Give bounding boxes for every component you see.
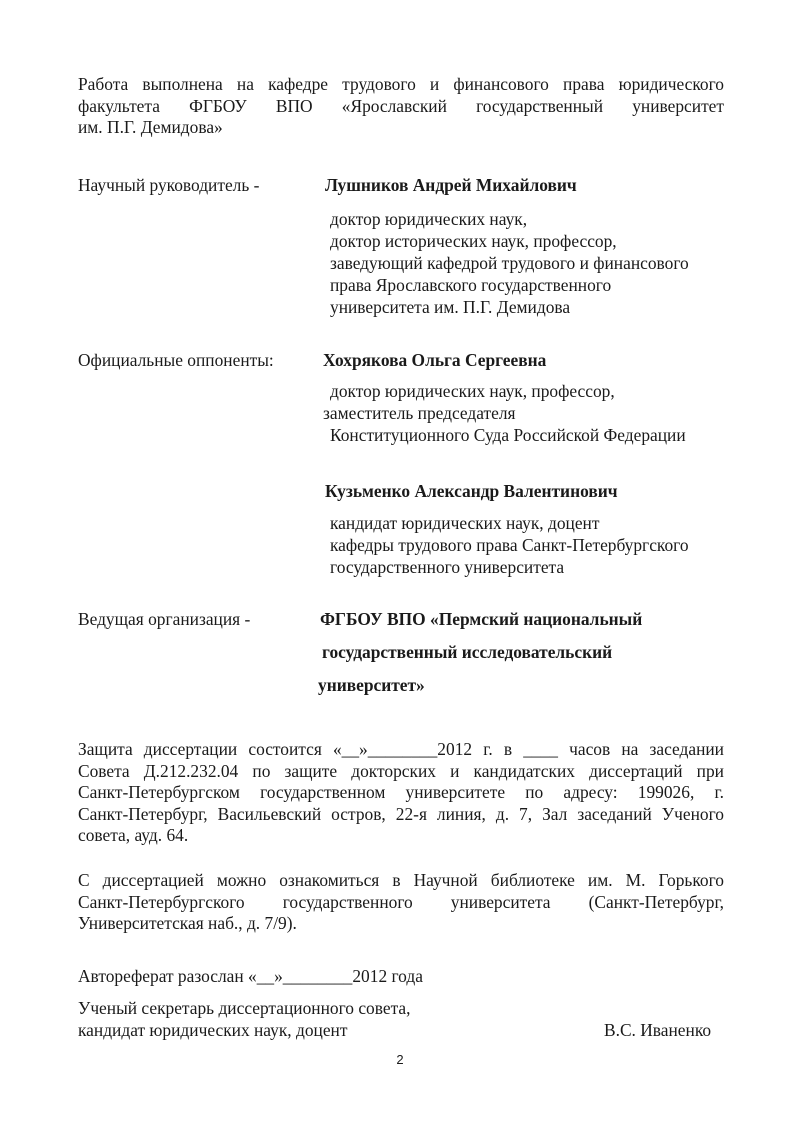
supervisor-detail-line: права Ярославского государственного <box>330 275 612 295</box>
defense-line: Санкт-Петербург, Васильевский остров, 22-я линия, д. 7, Зал заседаний Ученого <box>78 803 724 824</box>
supervisor-role: Научный руководитель - <box>78 175 260 195</box>
defense-line: Совета Д.212.232.04 по защите докторских и кандидатских диссертаций при <box>78 760 724 781</box>
defense-line: совета, ауд. 64. <box>78 825 189 845</box>
leading-org-line: государственный исследовательский <box>322 642 613 662</box>
opponent-1-detail-line: заместитель председателя <box>323 403 516 423</box>
opponent-2-name: Кузьменко Александр Валентинович <box>325 481 618 501</box>
leading-org-line: университет» <box>318 675 425 695</box>
library-line: Университетская наб., д. 7/9). <box>78 913 297 933</box>
opponent-1-details <box>323 380 686 446</box>
opponent-2-detail-line: государственного университета <box>330 557 565 577</box>
supervisor-details <box>330 208 689 318</box>
intro-line: Работа выполнена на кафедре трудового и финансового права юридического <box>78 74 724 94</box>
library-line: Санкт-Петербургского государственного университета (Санкт-Петербург, <box>78 891 724 912</box>
supervisor-detail-line: университета им. П.Г. Демидова <box>330 297 571 317</box>
opponent-2-detail-line: кандидат юридических наук, доцент <box>330 513 600 533</box>
opponents-role: Официальные оппоненты: <box>78 350 274 370</box>
secretary-name: В.С. Иваненко <box>604 1020 712 1040</box>
defense-line: Санкт-Петербургском государственном университете по адресу: 199026, г. <box>78 782 724 802</box>
intro-line: им. П.Г. Демидова» <box>78 117 223 137</box>
opponent-2-detail-line: кафедры трудового права Санкт-Петербургского <box>330 535 689 555</box>
distribution-line: Автореферат разослан «__»________2012 года <box>78 966 423 986</box>
defense-line: Защита диссертации состоится «__»________2012 г. в ____ часов на заседании <box>78 739 724 759</box>
library-paragraph <box>78 870 724 935</box>
opponent-2-details <box>330 512 689 578</box>
leading-org-role: Ведущая организация - <box>78 609 251 629</box>
opponent-1-detail-line: доктор юридических наук, профессор, <box>330 381 615 401</box>
secretary-degree-line: кандидат юридических наук, доцент <box>78 1020 348 1040</box>
opponent-1-detail-line: Конституционного Суда Российской Федерации <box>330 425 686 445</box>
secretary-title-line: Ученый секретарь диссертационного совета, <box>78 998 411 1018</box>
leading-org-line: ФГБОУ ВПО «Пермский национальный <box>320 609 643 629</box>
supervisor-name: Лушников Андрей Михайлович <box>325 175 577 195</box>
page-number: 2 <box>396 1052 404 1067</box>
intro-paragraph <box>78 74 724 139</box>
opponent-1-name: Хохрякова Ольга Сергеевна <box>323 350 547 370</box>
library-line: С диссертацией можно ознакомиться в Научной библиотеке им. М. Горького <box>78 870 724 890</box>
supervisor-detail-line: доктор исторических наук, профессор, <box>330 231 617 251</box>
supervisor-detail-line: доктор юридических наук, <box>330 209 528 229</box>
defense-paragraph <box>78 739 724 847</box>
intro-line: факультета ФГБОУ ВПО «Ярославский государственный университет <box>78 95 724 116</box>
supervisor-detail-line: заведующий кафедрой трудового и финансового <box>330 253 689 273</box>
